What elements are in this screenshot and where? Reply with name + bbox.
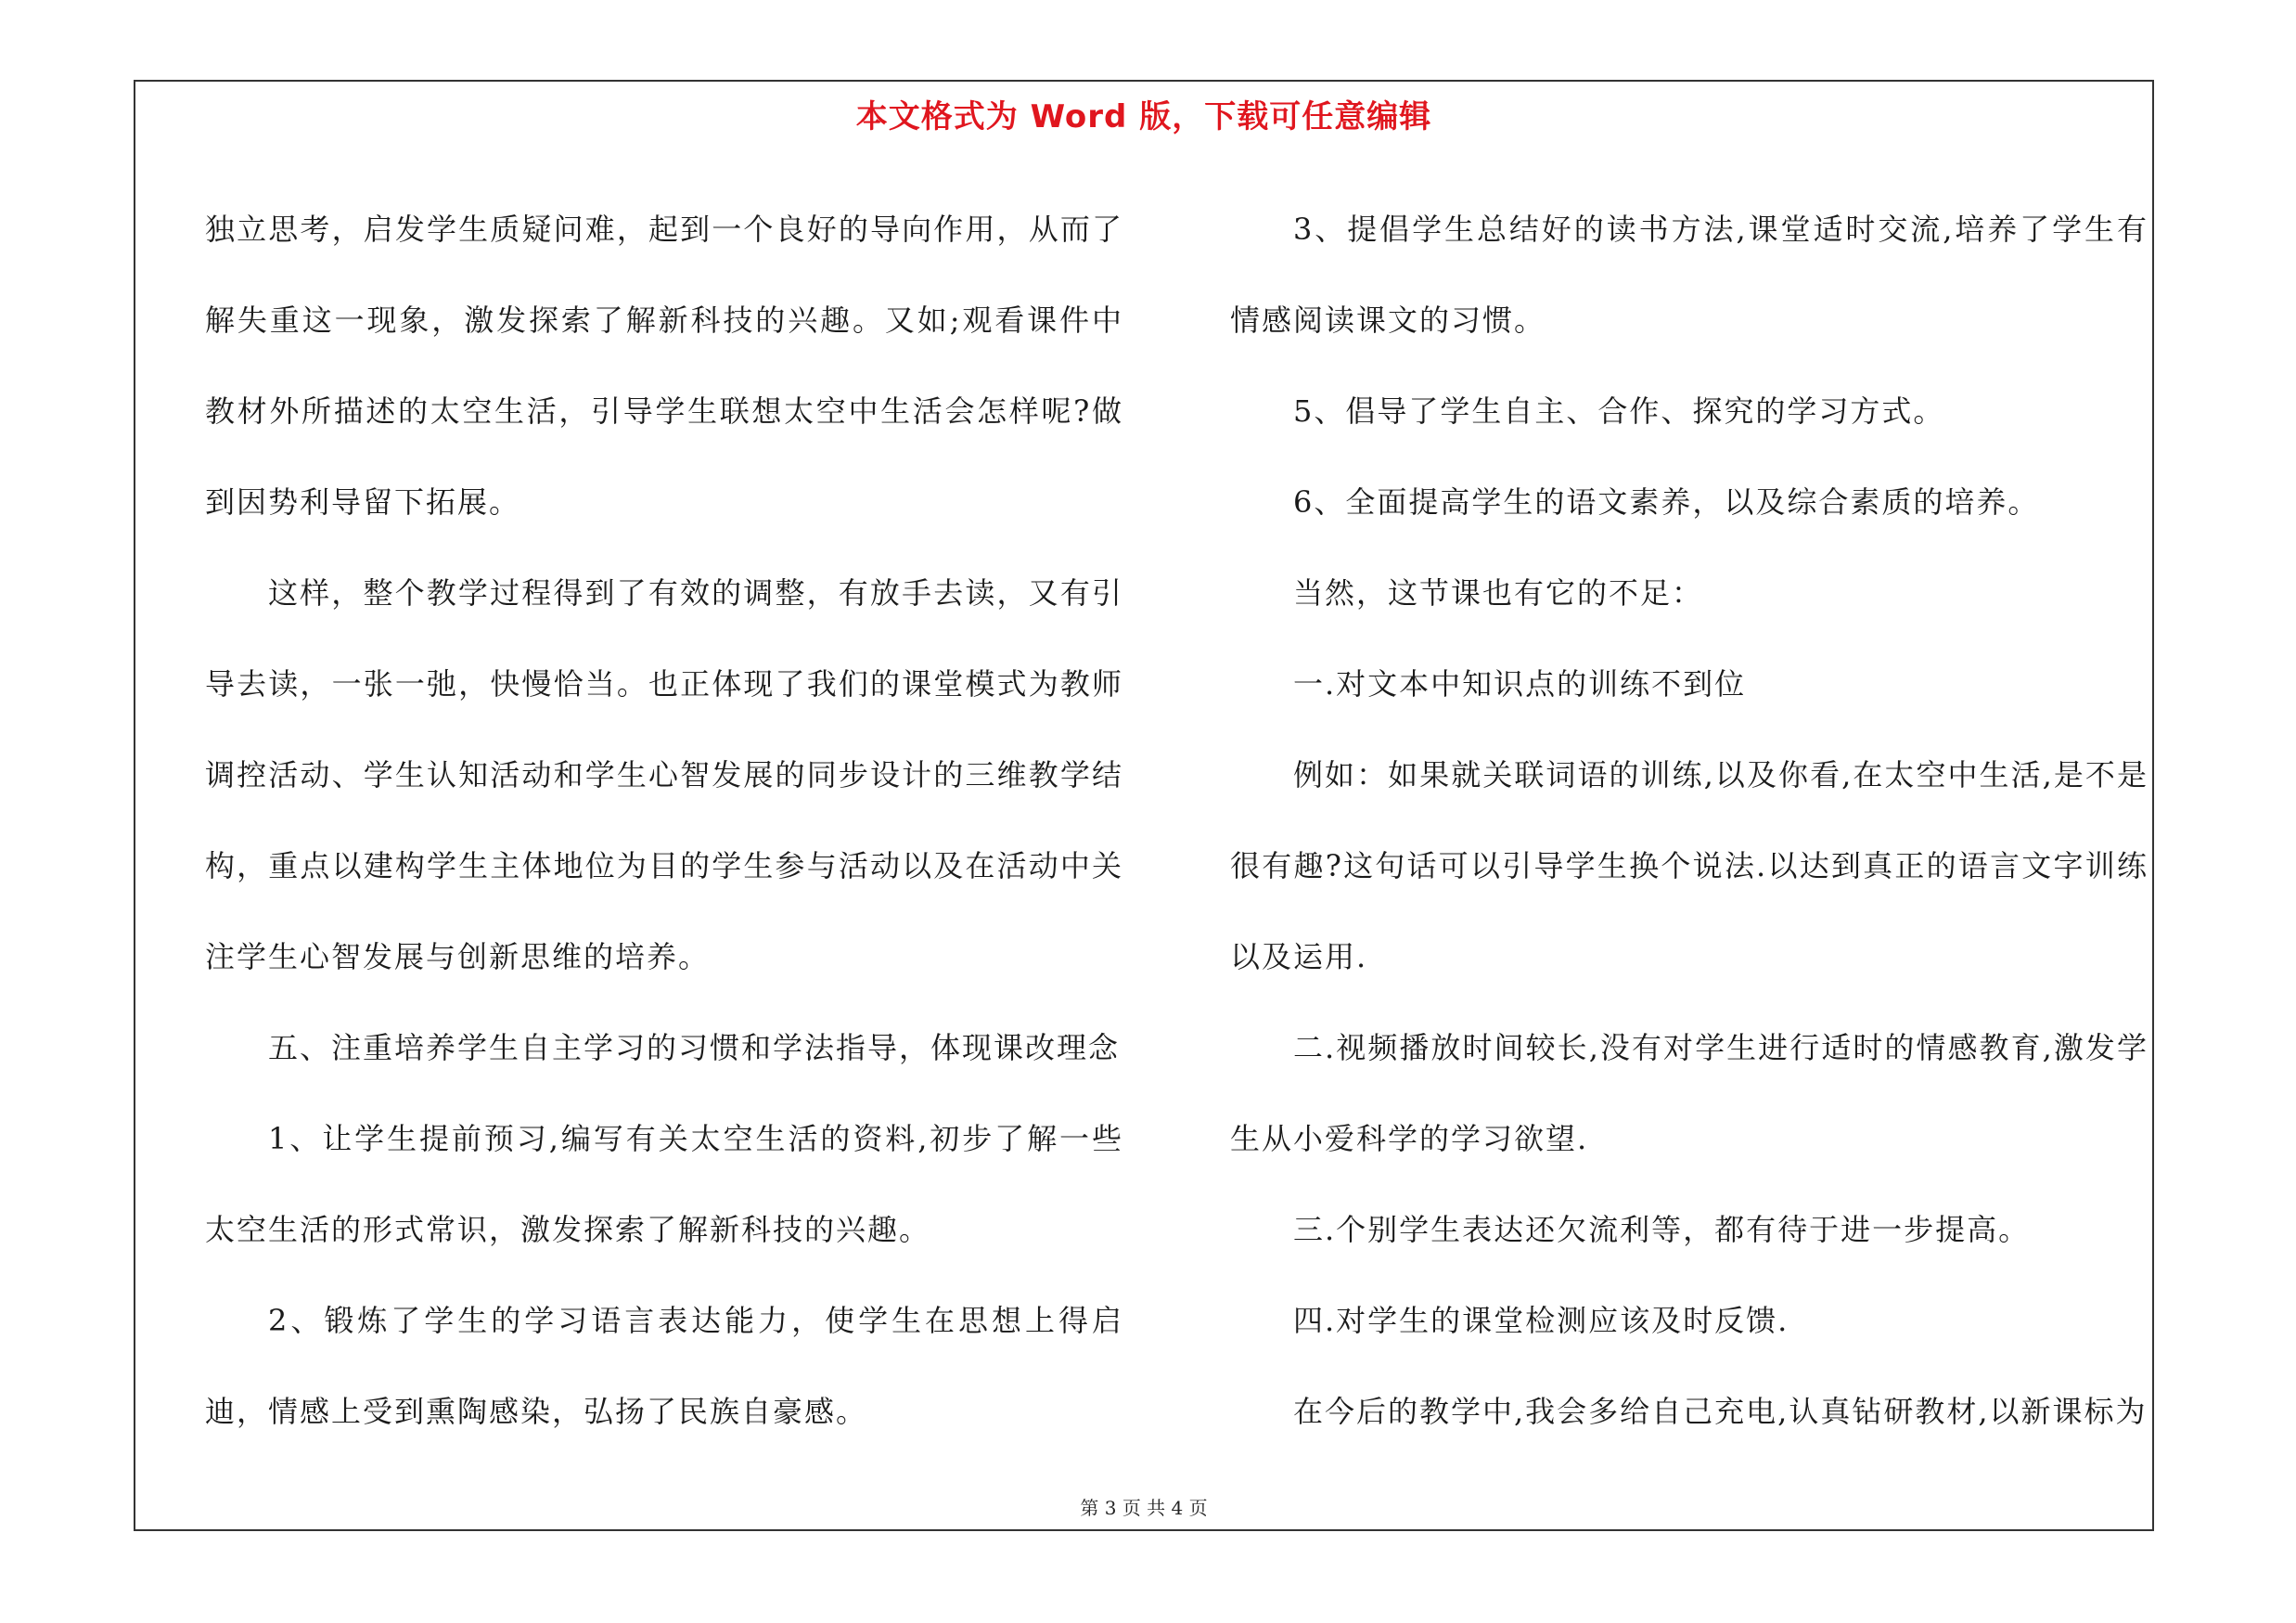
paragraph: 6、全面提高学生的语文素养，以及综合素质的培养。 [1293, 484, 2040, 520]
right-text-column [1230, 184, 2148, 1457]
paragraph: 二.视频播放时间较长,没有对学生进行适时的情感教育,激发学生从小爱科学的学习欲望. [1230, 1030, 2148, 1156]
paragraph: 例如：如果就关联词语的训练,以及你看,在太空中生活,是不是很有趣?这句话可以引导学生换个说法.以达到真正的语言文字训练以及运用. [1230, 757, 2148, 974]
paragraph: 在今后的教学中,我会多给自己充电,认真钻研教材,以新课标为 [1293, 1394, 2148, 1429]
document-header-title: 本文格式为 Word 版，下载可任意编辑 [855, 98, 1432, 135]
paragraph: 3、提倡学生总结好的读书方法,课堂适时交流,培养了学生有情感阅读课文的习惯。 [1230, 212, 2148, 338]
paragraph: 这样，整个教学过程得到了有效的调整，有放手去读，又有引导去读，一张一弛，快慢恰当。也正体现了我们的课堂模式为教师调控活动、学生认知活动和学生心智发展的同步设计的三维教学结构，重点以建构学生主体地位为目的学生参与活动以及在活动中关注学生心智发展与创新思维的培养。 [205, 575, 1123, 974]
paragraph: 5、倡导了学生自主、合作、探究的学习方式。 [1293, 393, 1945, 429]
paragraph: 三.个别学生表达还欠流利等，都有待于进一步提高。 [1293, 1212, 2031, 1247]
page-number-footer: 第 3 页 共 4 页 [1080, 1497, 1208, 1519]
paragraph: 当然，这节课也有它的不足： [1293, 575, 1704, 611]
left-text-column [205, 184, 1123, 1457]
section-heading: 五、注重培养学生自主学习的习惯和学法指导，体现课改理念 [268, 1030, 1121, 1065]
paragraph: 独立思考，启发学生质疑问难，起到一个良好的导向作用，从而了解失重这一现象，激发探索了解新科技的兴趣。又如;观看课件中教材外所描述的太空生活，引导学生联想太空中生活会怎样呢?做到因势利导留下拓展。 [205, 212, 1123, 520]
paragraph: 一.对文本中知识点的训练不到位 [1293, 666, 1747, 702]
page-frame [134, 80, 2154, 1531]
paragraph: 2、锻炼了学生的学习语言表达能力，使学生在思想上得启迪，情感上受到熏陶感染，弘扬了民族自豪感。 [205, 1303, 1123, 1429]
paragraph: 1、让学生提前预习,编写有关太空生活的资料,初步了解一些太空生活的形式常识，激发探索了解新科技的兴趣。 [205, 1121, 1123, 1247]
paragraph: 四.对学生的课堂检测应该及时反馈. [1293, 1303, 1789, 1338]
